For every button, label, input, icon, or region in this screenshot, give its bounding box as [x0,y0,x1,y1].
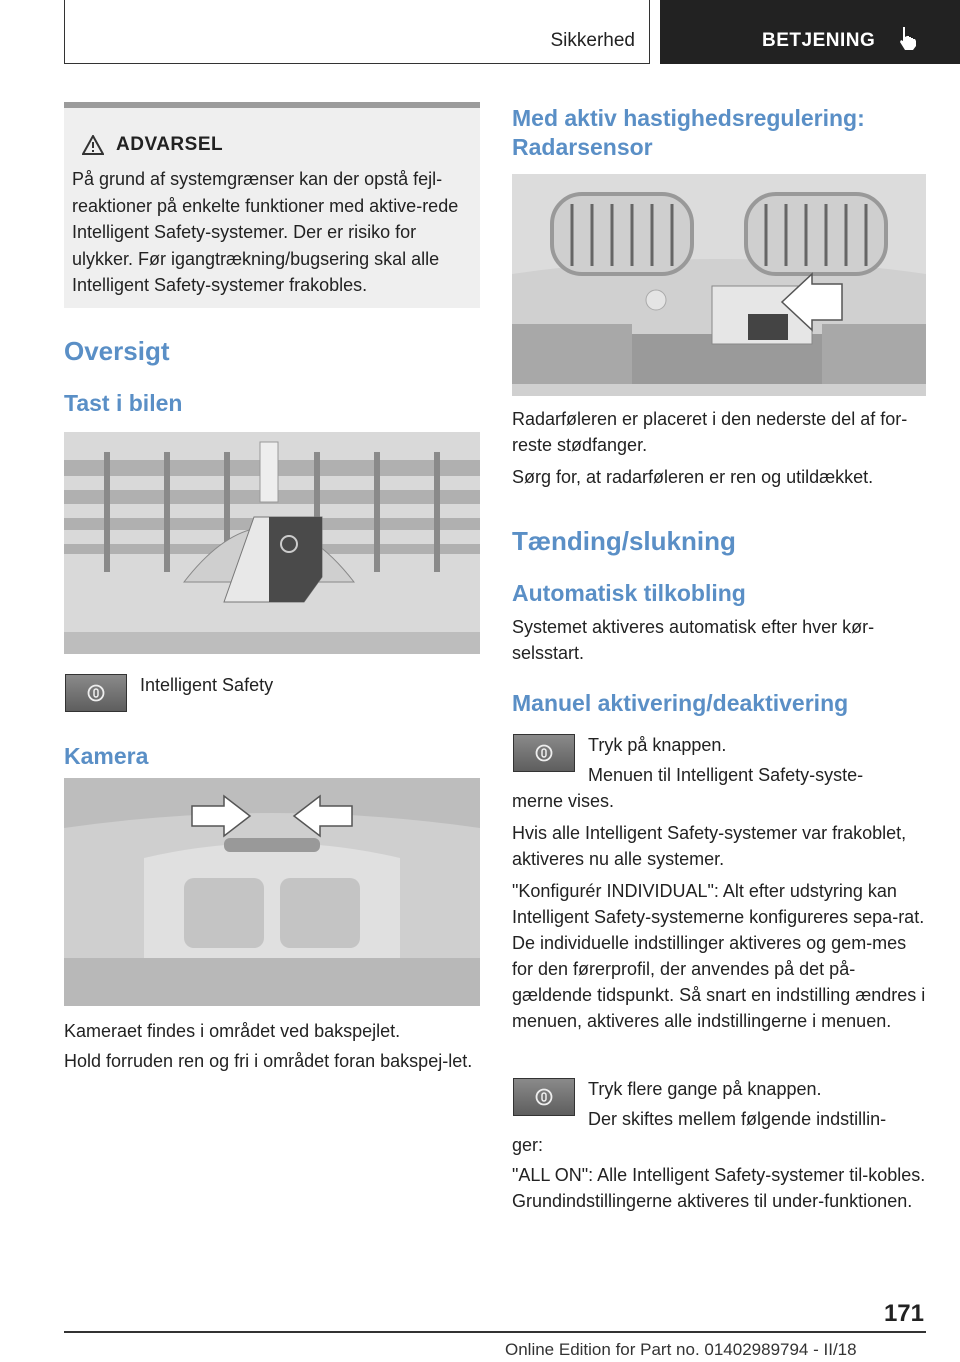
warning-box [64,102,480,308]
heading-radarsensor: Med aktiv hastighedsregulering: Radarsensor [512,105,865,160]
radar-text-1: Radarføleren er placeret i den nederste del af for-reste stødfanger. [512,409,908,455]
camera-interior-image [64,778,480,1006]
warning-header [82,134,223,156]
section-title: Sikkerhed [550,30,635,51]
manuel-text-1: Tryk på knappen. [588,735,727,755]
footer-edition: Online Edition for Part no. 01402989794 - II/18 [505,1340,857,1359]
safety-button-image-2 [513,1078,575,1116]
warning-title: ADVARSEL [116,134,224,155]
radar-text-2: Sørg for, at radarføleren er ren og utildækket. [512,467,874,487]
grille-button-image [64,432,480,654]
flere-text-3: "ALL ON": Alle Intelligent Safety-systemer til-kobles. Grundindstillingerne aktiveres til under-funktionen. [512,1165,926,1211]
heading-taending: Tænding/slukning [512,526,736,556]
manuel-text-4: "Konfigurér INDIVIDUAL": Alt efter udstyring kan Intelligent Safety-systemerne konfigureres sepa-rat. De individuelle indstillinger aktiveres og gem-mes for den førerprofil, der anvendes på det på-gældende tidspunkt. Så snart en indstilling ændres i menuen, aktiveres alle indstillingerne i menuen. [512,881,926,1031]
header-chapter-tab [660,0,960,64]
flere-text-2a: Der skiftes mellem følgende indstillin- [588,1109,887,1129]
manuel-text-2a: Menuen til Intelligent Safety-syste- [588,765,864,785]
flere-text-2b: ger: [512,1135,544,1155]
safety-button-image-1 [513,734,575,772]
heading-manuel: Manuel aktivering/deaktivering [512,690,849,716]
page-number: 171 [883,1300,924,1327]
radar-bumper-image [512,174,926,396]
manuel-text-3: Hvis alle Intelligent Safety-systemer var frakoblet, aktiveres nu alle systemer. [512,823,907,869]
flere-text-1: Tryk flere gange på knappen. [588,1079,822,1099]
button-caption: Intelligent Safety [140,675,274,695]
heading-automatisk: Automatisk tilkobling [512,580,746,606]
intelligent-safety-button-image [65,674,127,712]
footer-divider [64,1331,926,1333]
header-section-tab [64,0,650,64]
hand-pointer-icon [896,25,920,51]
intelligent-safety-icon [534,1087,554,1107]
heading-kamera: Kamera [64,743,149,769]
heading-tast-i-bilen: Tast i bilen [64,390,183,416]
auto-text: Systemet aktiveres automatisk efter hver kør-selsstart. [512,617,875,663]
chapter-title: BETJENING [762,30,876,51]
intelligent-safety-icon [534,743,554,763]
intelligent-safety-icon [86,683,106,703]
kamera-text-1: Kameraet findes i området ved bakspejlet. [64,1021,401,1041]
kamera-text-2: Hold forruden ren og fri i området foran bakspej-let. [64,1051,473,1071]
warning-triangle-icon [82,135,104,155]
warning-text: På grund af systemgrænser kan der opstå fejl-reaktioner på enkelte funktioner med aktive-rede Intelligent Safety-systemer. Der er risiko for ulykker. Før igangtrækning/bugsering skal alle Intelligent Safety-systemer frakobles. [72,169,459,295]
heading-oversigt: Oversigt [64,336,170,366]
manuel-text-2b: merne vises. [512,791,615,811]
